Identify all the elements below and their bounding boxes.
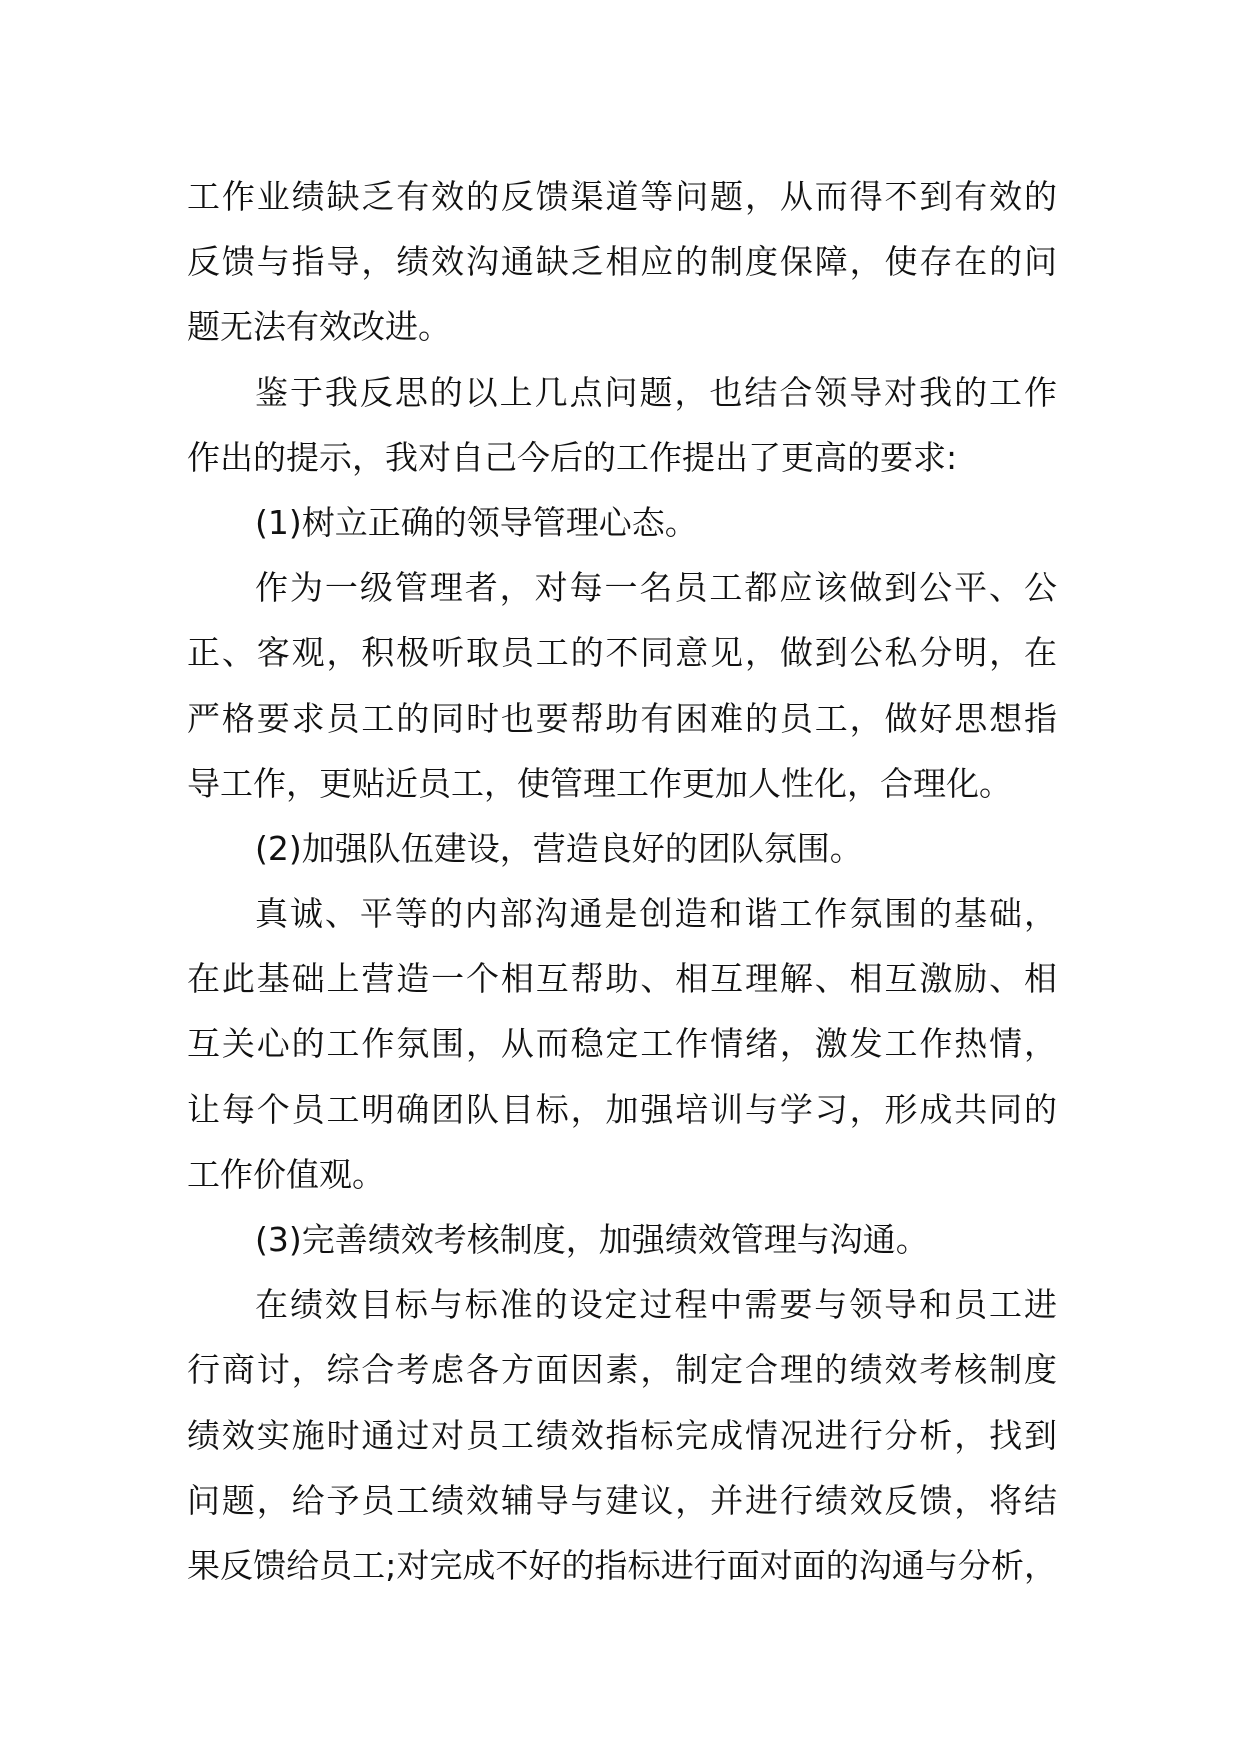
text-line: 题无法有效改进。 xyxy=(187,307,451,347)
text-line: 严格要求员工的同时也要帮助有困难的员工，做好思想指 xyxy=(187,698,1057,738)
text-line: (3)完善绩效考核制度，加强绩效管理与沟通。 xyxy=(255,1220,929,1259)
text-line: 在此基础上营造一个相互帮助、相互理解、相互激励、相 xyxy=(187,959,1057,999)
text-line: 在绩效目标与标准的设定过程中需要与领导和员工进 xyxy=(255,1285,1057,1325)
text-line: 作出的提示，我对自己今后的工作提出了更高的要求: xyxy=(187,437,958,477)
text-line: 反馈与指导，绩效沟通缺乏相应的制度保障，使存在的问 xyxy=(187,242,1057,282)
text-line: 互关心的工作氛围，从而稳定工作情绪，激发工作热情， xyxy=(187,1024,1057,1064)
text-line: 让每个员工明确团队目标，加强培训与学习，形成共同的 xyxy=(187,1089,1057,1129)
text-line: (2)加强队伍建设，营造良好的团队氛围。 xyxy=(255,828,863,868)
text-line: (1)树立正确的领导管理心态。 xyxy=(255,502,698,542)
text-line: 导工作，更贴近员工，使管理工作更加人性化，合理化。 xyxy=(187,763,1012,803)
text-line: 正、客观，积极听取员工的不同意见，做到公私分明，在 xyxy=(187,633,1057,673)
text-line: 工作业绩缺乏有效的反馈渠道等问题，从而得不到有效的 xyxy=(187,177,1057,216)
text-line: 绩效实施时通过对员工绩效指标完成情况进行分析，找到 xyxy=(187,1415,1057,1455)
text-line: 鉴于我反思的以上几点问题，也结合领导对我的工作 xyxy=(255,372,1057,412)
text-line: 问题，给予员工绩效辅导与建议，并进行绩效反馈，将结 xyxy=(187,1480,1057,1520)
text-line: 真诚、平等的内部沟通是创造和谐工作氛围的基础， xyxy=(255,894,1057,934)
text-line: 行商讨，综合考虑各方面因素，制定合理的绩效考核制度 xyxy=(187,1350,1057,1390)
text-line: 果反馈给员工;对完成不好的指标进行面对面的沟通与分析， xyxy=(187,1545,1057,1585)
document-body xyxy=(187,164,1057,1598)
text-line: 工作价值观。 xyxy=(187,1154,385,1194)
text-line: 作为一级管理者，对每一名员工都应该做到公平、公 xyxy=(255,568,1057,608)
